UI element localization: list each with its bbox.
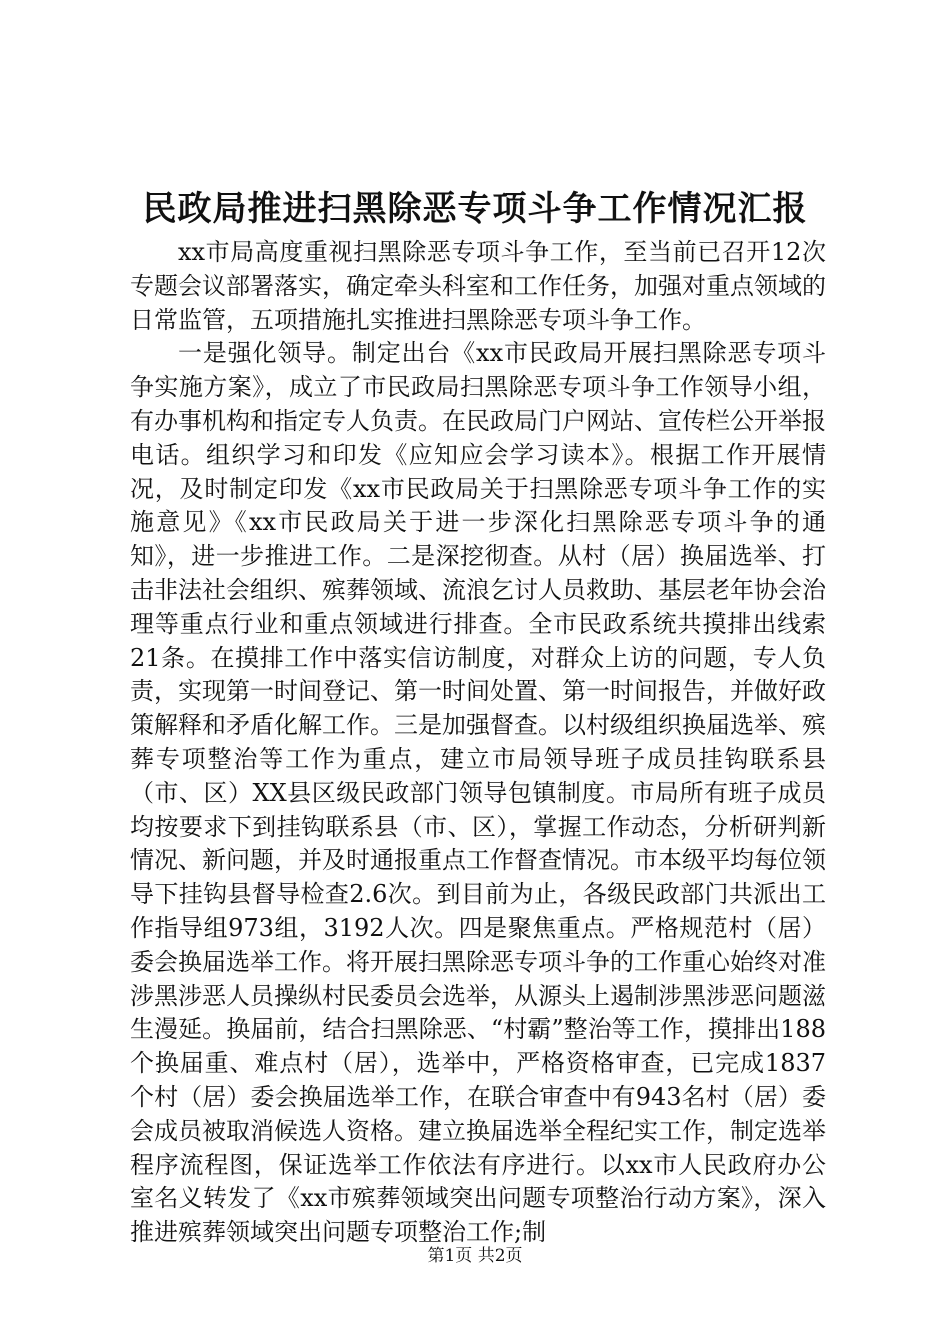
page-footer: 第1页 共2页 bbox=[427, 1246, 523, 1266]
document-body bbox=[130, 236, 826, 1250]
paragraph-measures: 一是强化领导。制定出台《xx市民政局开展扫黑除恶专项斗争实施方案》，成立了市民政局扫黑除恶专项斗争工作领导小组，有办事机构和指定专人负责。在民政局门户网站、宣传栏公开举报电话。组织学习和印发《应知应会学习读本》。根据工作开展情况，及时制定印发《xx市民政局关于扫黑除恶专项斗争工作的实施意见》《xx市民政局关于进一步深化扫黑除恶专项斗争的通知》，进一步推进工作。二是深挖彻查。从村（居）换届选举、打击非法社会组织、殡葬领域、流浪乞讨人员救助、基层老年协会治理等重点行业和重点领域进行排查。全市民政系统共摸排出线索21条。在摸排工作中落实信访制度，对群众上访的问题，专人负责，实现第一时间登记、第一时间处置、第一时间报告，并做好政策解释和矛盾化解工作。三是加强督查。以村级组织换届选举、殡葬专项整治等工作为重点，建立市局领导班子成员挂钩联系县（市、区）XX县区级民政部门领导包镇制度。市局所有班子成员均按要求下到挂钩联系县（市、区），掌握工作动态，分析研判新情况、新问题，并及时通报重点工作督查情况。市本级平均每位领导下挂钩县督导检查2.6次。到目前为止，各级民政部门共派出工作指导组973组，3192人次。四是聚焦重点。严格规范村（居）委会换届选举工作。将开展扫黑除恶专项斗争的工作重心始终对准涉黑涉恶人员操纵村民委员会选举，从源头上遏制涉黑涉恶问题滋生漫延。换届前，结合扫黑除恶、“村霸”整治等工作，摸排出188个换届重、难点村（居），选举中，严格资格审查，已完成1837个村（居）委会换届选举工作，在联合审查中有943名村（居）委会成员被取消候选人资格。建立换届选举全程纪实工作，制定选举程序流程图，保证选举工作依法有序进行。以xx市人民政府办公室名义转发了《xx市殡葬领域突出问题专项整治行动方案》，深入推进殡葬领域突出问题专项整治工作;制 bbox=[130, 339, 826, 1247]
document-title: 民政局推进扫黑除恶专项斗争工作情况汇报 bbox=[142, 189, 808, 229]
paragraph-intro: xx市局高度重视扫黑除恶专项斗争工作，至当前已召开12次专题会议部署落实，确定牵头科室和工作任务，加强对重点领域的日常监管，五项措施扎实推进扫黑除恶专项斗争工作。 bbox=[130, 238, 826, 334]
